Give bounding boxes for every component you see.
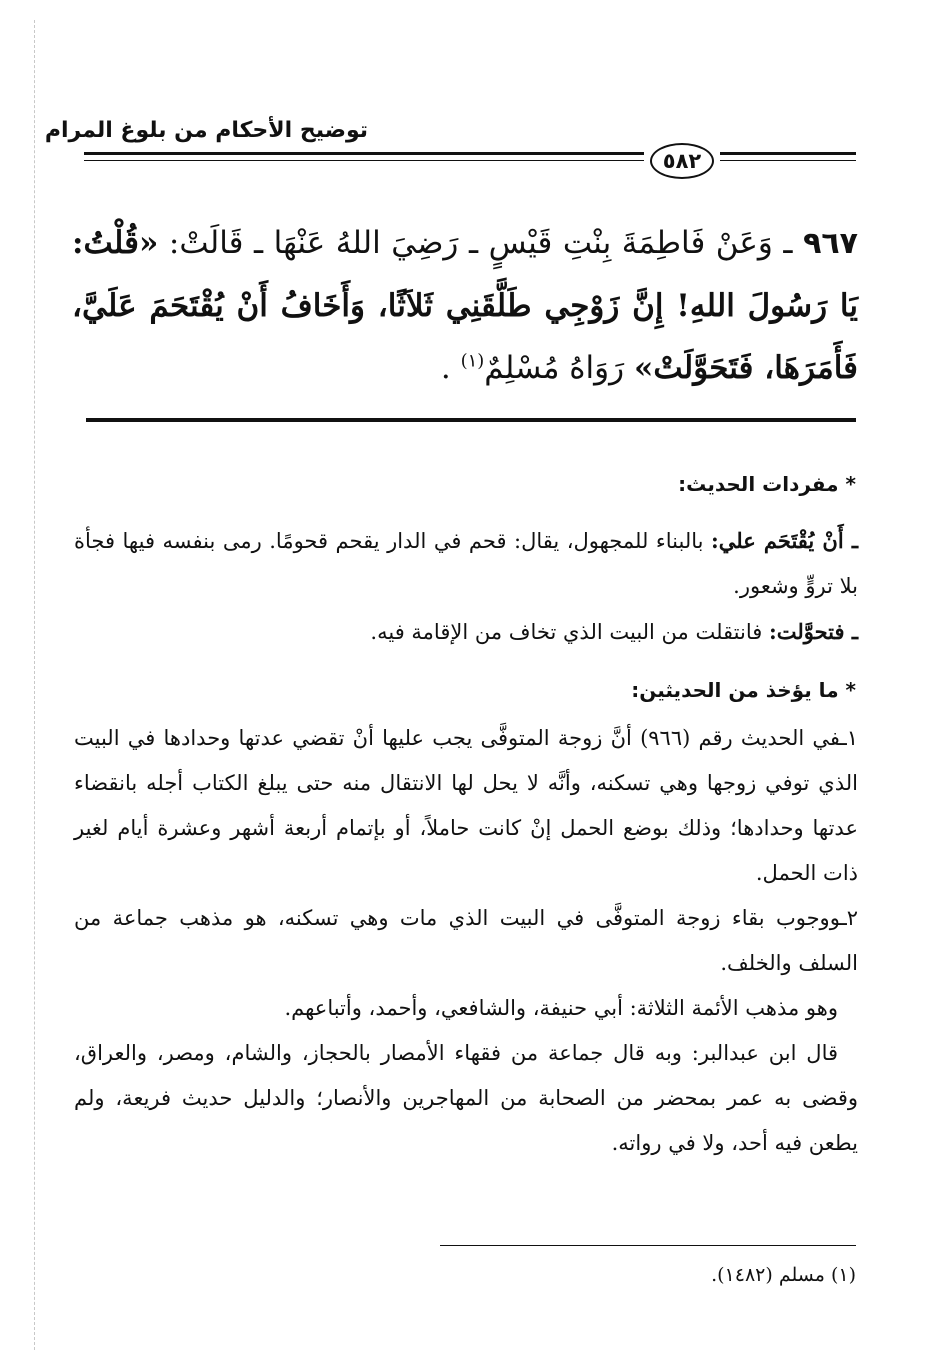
footnote-rule — [440, 1245, 856, 1246]
hadith-end: . — [440, 350, 451, 386]
lesson-paragraph: وهو مذهب الأئمة الثلاثة: أبي حنيفة، والشافعي، وأحمد، وأتباعهم. — [284, 996, 838, 1020]
lesson-item — [74, 716, 858, 896]
vocab-list — [74, 518, 858, 655]
section-separator — [86, 418, 856, 422]
lesson-paragraph: قال ابن عبدالبر: وبه قال جماعة من فقهاء الأمصار بالحجاز، والشام، ومصر، والعراق، وقضى به عمر بمحضر من الصحابة من المهاجرين والأنصار؛ والدليل حديث فريعة، ولم يطعن فيه أحد، ولا في رواته. — [74, 1041, 858, 1155]
footnote-marker: (١) — [830, 1264, 856, 1286]
hadith-intro: ـ وَعَنْ فَاطِمَةَ بِنْتِ قَيْسٍ ـ رَضِيَ اللهُ عَنْهَا ـ قَالَتْ: — [168, 225, 793, 261]
header-rule-right — [720, 152, 856, 155]
header-rule-left — [84, 152, 644, 155]
lesson-marker: ١ـ — [840, 726, 858, 750]
lessons-heading: * ما يؤخذ من الحديثين: — [631, 678, 856, 702]
vocab-term: ـ فتحوَّلت: — [768, 619, 858, 644]
hadith-number: ٩٦٧ — [803, 226, 858, 261]
vocab-item — [74, 609, 858, 655]
vocab-heading: * مفردات الحديث: — [678, 472, 856, 496]
header-rule-left-thin — [84, 160, 644, 161]
page-number: ٥٨٢ — [650, 143, 714, 179]
lesson-marker: ٢ـ — [840, 906, 858, 930]
footnote-text: مسلم (١٤٨٢). — [711, 1264, 825, 1286]
vocab-item — [74, 518, 858, 609]
vocab-term: ـ أَنْ يُقْتَحَم علي: — [711, 528, 858, 553]
page-edge-mark — [34, 20, 35, 1350]
lesson-item — [74, 896, 858, 986]
footnote — [711, 1264, 856, 1286]
lesson-text: ووجوب بقاء زوجة المتوفَّى في البيت الذي مات وهي تسكنه، هو مذهب جماعة من السلف والخلف. — [74, 906, 858, 975]
hadith-quote: «قُلْتُ: يَا رَسُولَ اللهِ! إِنَّ زَوْجِي طَلَّقَنِي ثَلاَثًا، وَأَخَافُ أَنْ يُقْتَحَمَ عَلَيَّ، فَأَمَرَهَا، فَتَحَوَّلَتْ» — [72, 225, 858, 386]
vocab-definition: بالبناء للمجهول، يقال: قحم في الدار يقحم قحومًا. رمى بنفسه فيها فجأة بلا تروٍّ وشعور. — [74, 529, 858, 598]
footnote-reference[interactable]: (١) — [460, 350, 485, 372]
lessons-list — [74, 716, 858, 1166]
hadith-text — [72, 212, 858, 399]
header-rule-right-thin — [720, 160, 856, 161]
lesson-text: في الحديث رقم (٩٦٦) أنَّ زوجة المتوفَّى يجب عليها أنْ تقضي عدتها وحدادها في البيت الذي توفي زوجها وهي تسكنه، وأنَّه لا يحل لها الانتقال منه حتى يبلغ الكتاب أجله بانقضاء عدتها وحدادها؛ وذلك بوضع الحمل إنْ كانت حاملاً، أو بإتمام أربعة أشهر وعشرة أيام لغير ذات الحمل. — [74, 726, 858, 885]
vocab-definition: فانتقلت من البيت الذي تخاف من الإقامة فيه. — [370, 620, 763, 644]
running-title: توضيح الأحكام من بلوغ المرام — [44, 118, 368, 143]
hadith-source: رَوَاهُ مُسْلِمٌ — [484, 350, 625, 386]
